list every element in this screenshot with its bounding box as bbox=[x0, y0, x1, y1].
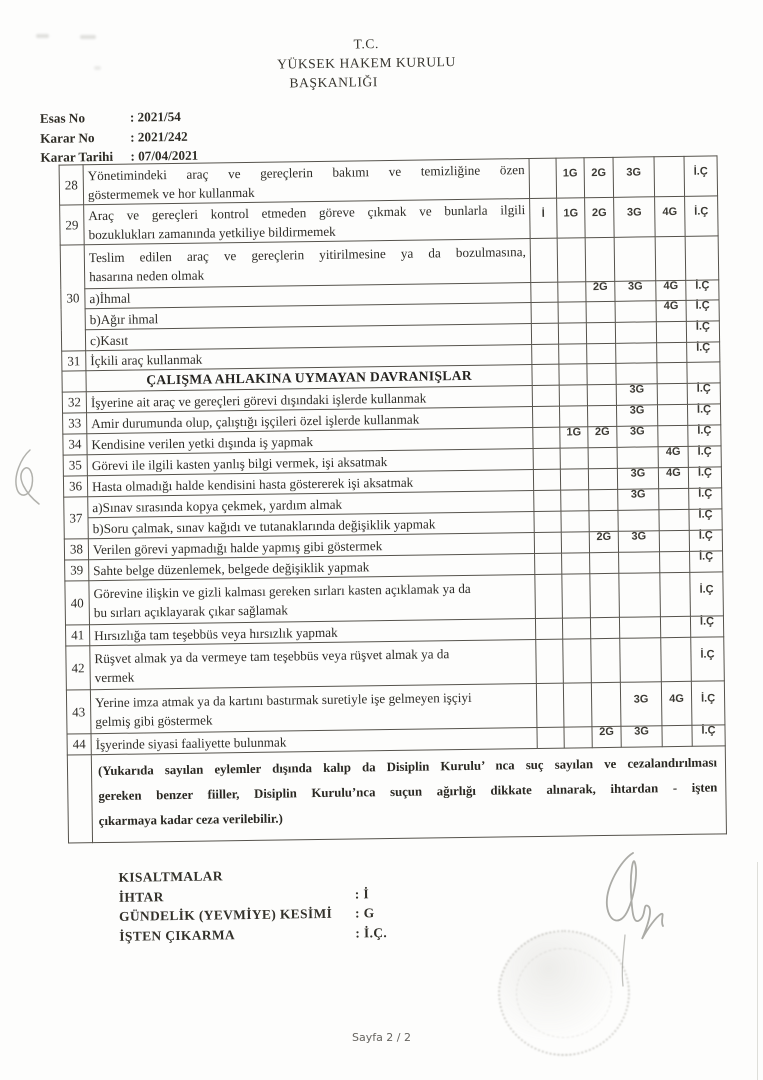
scan-smudge bbox=[94, 66, 101, 70]
sanction-cell bbox=[588, 447, 617, 468]
row-number: 38 bbox=[64, 539, 88, 560]
offense-cell: b)Soru çalmak, sınav kağıdı ve tutanaklarında değişiklik yapmak bbox=[88, 511, 534, 538]
sanction-cell: 3G bbox=[621, 726, 662, 748]
offense-cell: Hasta olmadığı halde kendisini hasta göstererek işi aksatmak bbox=[87, 469, 533, 496]
row-number: 35 bbox=[63, 455, 87, 476]
offense-cell: Verilen görevi yapmadığı halde yapmış gibi göstermek bbox=[88, 532, 534, 559]
sanction-cell bbox=[534, 511, 561, 532]
sanction-cell bbox=[559, 364, 587, 385]
offense-cell: İşyerine ait araç ve gereçleri görevi dışındaki işlerde kullanmak bbox=[86, 386, 532, 413]
row-number: 37 bbox=[64, 497, 89, 539]
sanction-cell bbox=[588, 468, 617, 489]
sanction-cell: 1G bbox=[560, 427, 588, 448]
sanction-cell: 1G bbox=[557, 198, 586, 238]
page-number: Sayfa 2 / 2 bbox=[351, 1031, 412, 1044]
sanction-cell bbox=[585, 237, 615, 281]
row-number: 33 bbox=[63, 413, 87, 434]
sanction-cell: 2G bbox=[586, 281, 615, 301]
sanction-cell: 2G bbox=[585, 197, 615, 237]
sanction-cell bbox=[558, 282, 586, 302]
sanction-cell bbox=[560, 469, 588, 490]
sanction-cell: 4G bbox=[658, 467, 688, 488]
offense-cell: Rüşvet almak ya da vermeye tam teşebbüs veya rüşvet almak ya da vermek bbox=[90, 639, 537, 689]
sanction-cell bbox=[586, 322, 615, 343]
sanction-cell bbox=[563, 639, 592, 683]
row-number: 34 bbox=[63, 434, 87, 455]
sanction-cell bbox=[560, 448, 588, 469]
note-row bbox=[67, 746, 726, 843]
sanction-cell bbox=[590, 552, 619, 573]
sanction-cell: İ.Ç bbox=[687, 383, 720, 404]
sanction-cell bbox=[533, 427, 560, 448]
sanction-cell bbox=[662, 725, 692, 746]
offense-cell: a)Sınav sırasında kopya çekmek, yardım almak bbox=[88, 490, 534, 517]
sanction-cell bbox=[562, 618, 590, 639]
meta-value: : 07/04/2021 bbox=[130, 147, 199, 164]
sanction-cell bbox=[657, 362, 687, 383]
sanction-cell bbox=[591, 682, 621, 726]
sanction-cell: İ.Ç bbox=[688, 425, 721, 446]
offense-cell: Sahte belge düzenlemek, belgede değişiklik yapmak bbox=[89, 553, 535, 580]
sanction-cell: 4G bbox=[658, 446, 688, 467]
sanction-cell bbox=[654, 156, 685, 196]
abbreviation-label: İŞTEN ÇIKARMA bbox=[119, 926, 236, 944]
sanction-cell bbox=[532, 364, 559, 385]
sanction-cell bbox=[562, 574, 591, 618]
sanction-cell: İ.Ç bbox=[691, 681, 725, 725]
sanction-cell bbox=[530, 238, 558, 282]
meta-label: Karar Tarihi bbox=[40, 148, 114, 165]
sanction-cell bbox=[619, 573, 661, 618]
sanction-cell bbox=[619, 617, 660, 639]
offense-cell: c)Kasıt bbox=[85, 324, 531, 351]
sanction-cell bbox=[532, 344, 559, 364]
sanction-cell: İ.Ç bbox=[688, 467, 721, 488]
sanction-cell: 3G bbox=[616, 384, 657, 406]
abbreviation-value: : G bbox=[354, 905, 375, 921]
offense-cell: Teslim edilen araç ve gereçlerin yitirilmesine ya da bozulmasına, hasarına neden olmak bbox=[84, 239, 531, 289]
sanction-cell bbox=[559, 385, 587, 406]
sanction-cell: 2G bbox=[588, 426, 617, 447]
row-number: 28 bbox=[59, 165, 84, 205]
offense-cell: Amir durumunda olup, çalıştığı işçileri özel işlerde kullanmak bbox=[87, 407, 533, 434]
scan-edge-line bbox=[757, 862, 758, 1080]
sanction-cell bbox=[591, 638, 621, 682]
sanction-cell bbox=[687, 362, 720, 383]
sanction-cell bbox=[656, 321, 686, 342]
row-number bbox=[67, 755, 92, 843]
sanction-cell: İ.Ç bbox=[688, 446, 721, 467]
sanction-cell bbox=[615, 301, 656, 323]
sanction-cell: 3G bbox=[617, 426, 658, 448]
sanction-cell bbox=[562, 553, 590, 574]
sanction-cell bbox=[533, 469, 560, 490]
row-number: 29 bbox=[60, 205, 85, 245]
sanction-cell: İ.Ç bbox=[686, 321, 719, 342]
sanction-cell bbox=[532, 385, 559, 406]
sanction-cell bbox=[616, 343, 657, 364]
meta-value: : 2021/242 bbox=[130, 128, 188, 145]
sanction-cell bbox=[535, 574, 563, 618]
sanction-cell bbox=[618, 510, 659, 532]
sanction-cell bbox=[658, 425, 688, 446]
sanction-cell bbox=[561, 532, 589, 553]
sanction-cell bbox=[535, 553, 562, 574]
sanction-cell bbox=[558, 302, 586, 323]
sanction-cell: 3G bbox=[617, 468, 658, 490]
sanction-cell bbox=[529, 158, 557, 198]
letterhead-line1: T.C. bbox=[353, 36, 380, 52]
abbreviation-value: : İ.Ç. bbox=[355, 924, 388, 941]
abbreviation-row bbox=[119, 923, 387, 946]
sanction-cell bbox=[660, 616, 690, 637]
sanction-cell bbox=[536, 683, 564, 727]
sanction-cell: 3G bbox=[616, 405, 657, 427]
sanction-cell bbox=[587, 363, 616, 384]
offense-cell: Görevine ilişkin ve gizli kalması gereken sırları kasten açıklamak ya da bu sırları açıklayarak çıkar sağlamak bbox=[89, 574, 536, 624]
sanction-cell bbox=[559, 344, 587, 364]
sanction-cell bbox=[657, 342, 687, 362]
letterhead-line3: BAŞKANLIĞI bbox=[289, 74, 379, 91]
sanction-cell bbox=[616, 363, 657, 385]
offense-cell: Görevi ile ilgili kasten yanlış bilgi vermek, işi aksatmak bbox=[87, 448, 533, 475]
row-number: 41 bbox=[65, 625, 89, 646]
offense-cell: Kendisine verilen yetki dışında iş yapmak bbox=[87, 428, 533, 455]
sanction-cell bbox=[535, 618, 562, 639]
sanction-cell: 4G bbox=[656, 300, 686, 321]
row-number: 44 bbox=[67, 734, 91, 755]
sanction-cell bbox=[561, 511, 589, 532]
sanction-cell bbox=[536, 639, 564, 683]
sanction-cell: İ.Ç bbox=[689, 488, 722, 509]
sanction-cell bbox=[563, 683, 592, 727]
sanction-cell bbox=[531, 323, 558, 344]
sanction-cell: 3G bbox=[615, 281, 656, 302]
sanction-cell: İ.Ç bbox=[692, 725, 725, 746]
sanction-cell bbox=[655, 236, 686, 280]
sanction-cell bbox=[531, 282, 558, 302]
sanction-cell bbox=[661, 637, 692, 681]
sanction-cell: İ.Ç bbox=[685, 196, 719, 236]
sanction-cell: 2G bbox=[592, 726, 621, 747]
sanction-cell bbox=[617, 447, 658, 469]
sanction-cell bbox=[620, 638, 662, 683]
sanction-cell bbox=[685, 236, 719, 280]
offense-cell: Yerine imza atmak ya da kartını bastırmak suretiyle işe gelmeyen işçiyi gelmiş gibi göstermek bbox=[90, 683, 537, 733]
row-number: 36 bbox=[63, 476, 87, 497]
meta-value: : 2021/54 bbox=[129, 108, 181, 125]
sanction-cell bbox=[534, 490, 561, 511]
sanction-cell: 4G bbox=[655, 196, 686, 236]
sanction-cell: İ.Ç bbox=[690, 572, 724, 616]
sanction-cell bbox=[531, 302, 558, 323]
abbreviations-title: KISALTMALAR bbox=[118, 868, 223, 885]
offense-cell: Araç ve gereçleri kontrol etmeden göreve çıkmak ve bunlarla ilgili bozuklukları zamanında yetkiliye bildirmemek bbox=[84, 199, 531, 245]
meta-row bbox=[40, 107, 198, 129]
sanction-cell: İ.Ç bbox=[686, 280, 719, 300]
sanction-cell bbox=[590, 573, 620, 617]
row-number: 31 bbox=[62, 351, 86, 371]
sanction-cell: İ.Ç bbox=[687, 404, 720, 425]
sanction-cell bbox=[615, 322, 656, 344]
sanction-cell: 4G bbox=[661, 681, 692, 725]
sanction-cell bbox=[590, 617, 619, 638]
sanction-cell: 3G bbox=[620, 682, 662, 727]
scan-smudge bbox=[36, 34, 49, 38]
sanction-cell bbox=[534, 532, 561, 553]
note-cell: (Yukarıda sayılan eylemler dışında kalıp da Disiplin Kurulu’ nca suç sayılan ve cezalandırılması gereken benzer fiiller, Disiplin Kurulu’nca suçun ağırlığı dikkate alınarak, ihtardan - işten çıkarmaya kadar ceza verilebilir.) bbox=[91, 746, 726, 843]
sanction-cell bbox=[559, 406, 587, 427]
sanction-cell: İ.Ç bbox=[689, 530, 722, 551]
row-number: 30 bbox=[60, 245, 85, 351]
meta-label: Karar No bbox=[40, 129, 95, 146]
row-number: 40 bbox=[65, 581, 90, 625]
sanction-cell bbox=[619, 552, 660, 574]
meta-label: Esas No bbox=[39, 110, 86, 126]
sanction-cell: 3G bbox=[618, 489, 659, 511]
abbreviation-value: : İ bbox=[354, 885, 370, 902]
sanction-cell: 3G bbox=[618, 531, 659, 553]
sanction-cell: İ bbox=[530, 198, 558, 238]
sanction-cell bbox=[537, 727, 564, 748]
offense-cell: İşyerinde siyasi faaliyette bulunmak bbox=[91, 727, 537, 754]
offense-cell: a)İhmal bbox=[85, 283, 531, 309]
sanction-cell: 2G bbox=[584, 157, 614, 197]
sanction-cell: İ.Ç bbox=[691, 637, 725, 681]
meta-row bbox=[40, 126, 198, 148]
sanction-cell: 3G bbox=[613, 157, 655, 198]
sanction-cell bbox=[659, 530, 689, 551]
letterhead-line2: YÜKSEK HAKEM KURULU bbox=[277, 54, 456, 72]
discipline-table bbox=[59, 155, 727, 843]
row-number bbox=[62, 371, 86, 392]
sanction-cell bbox=[614, 237, 656, 282]
sanction-cell bbox=[561, 490, 589, 511]
section-header-cell: ÇALIŞMA AHLAKINA UYMAYAN DAVRANIŞLAR bbox=[86, 365, 532, 392]
sanction-cell bbox=[558, 323, 586, 344]
row-number: 32 bbox=[62, 392, 86, 413]
abbreviation-label: GÜNDELİK (YEVMİYE) KESİMİ bbox=[118, 905, 333, 924]
offense-cell: b)Ağır ihmal bbox=[85, 303, 531, 330]
row-number: 43 bbox=[66, 690, 91, 734]
sanction-cell bbox=[533, 448, 560, 469]
offense-cell: İçkili araç kullanmak bbox=[86, 345, 532, 371]
scan-smudge bbox=[80, 35, 96, 39]
row-number: 42 bbox=[66, 646, 91, 690]
sanction-cell: 4G bbox=[656, 280, 686, 300]
sanction-cell: 3G bbox=[614, 197, 656, 238]
case-meta bbox=[40, 107, 199, 168]
sanction-cell: İ.Ç bbox=[690, 616, 723, 637]
sanction-cell: İ.Ç bbox=[687, 342, 720, 362]
sanction-cell bbox=[586, 301, 615, 322]
offense-cell: Hırsızlığa tam teşebbüs veya hırsızlık yapmak bbox=[89, 618, 535, 645]
row-number: 39 bbox=[65, 560, 89, 581]
sanction-cell bbox=[587, 384, 616, 405]
sanction-cell: İ.Ç bbox=[690, 551, 723, 572]
sanction-cell bbox=[587, 405, 616, 426]
sanction-cell bbox=[659, 509, 689, 530]
sanction-cell bbox=[532, 406, 559, 427]
sanction-cell: İ.Ç bbox=[689, 509, 722, 530]
sanction-cell: İ.Ç bbox=[684, 156, 718, 196]
sanction-cell: İ.Ç bbox=[686, 300, 719, 321]
sanction-cell bbox=[589, 489, 618, 510]
letterhead bbox=[277, 33, 456, 92]
sanction-cell bbox=[660, 572, 691, 616]
abbreviation-label: İHTAR bbox=[118, 888, 164, 905]
sanction-cell bbox=[564, 727, 592, 748]
offense-cell: Yönetimindeki araç ve gereçlerin bakımı ve temizliğine özen göstermemek ve hor kullanmak bbox=[83, 159, 530, 205]
sanction-cell bbox=[657, 383, 687, 404]
sanction-cell bbox=[557, 238, 586, 282]
sanction-cell: 2G bbox=[589, 531, 618, 552]
sanction-cell: 1G bbox=[556, 158, 585, 198]
abbreviations bbox=[118, 864, 387, 946]
sanction-cell bbox=[657, 404, 687, 425]
sanction-cell bbox=[659, 488, 689, 509]
paraph-mark bbox=[6, 444, 52, 514]
sanction-cell bbox=[587, 343, 616, 363]
sanction-cell bbox=[660, 551, 690, 572]
sanction-cell bbox=[589, 510, 618, 531]
